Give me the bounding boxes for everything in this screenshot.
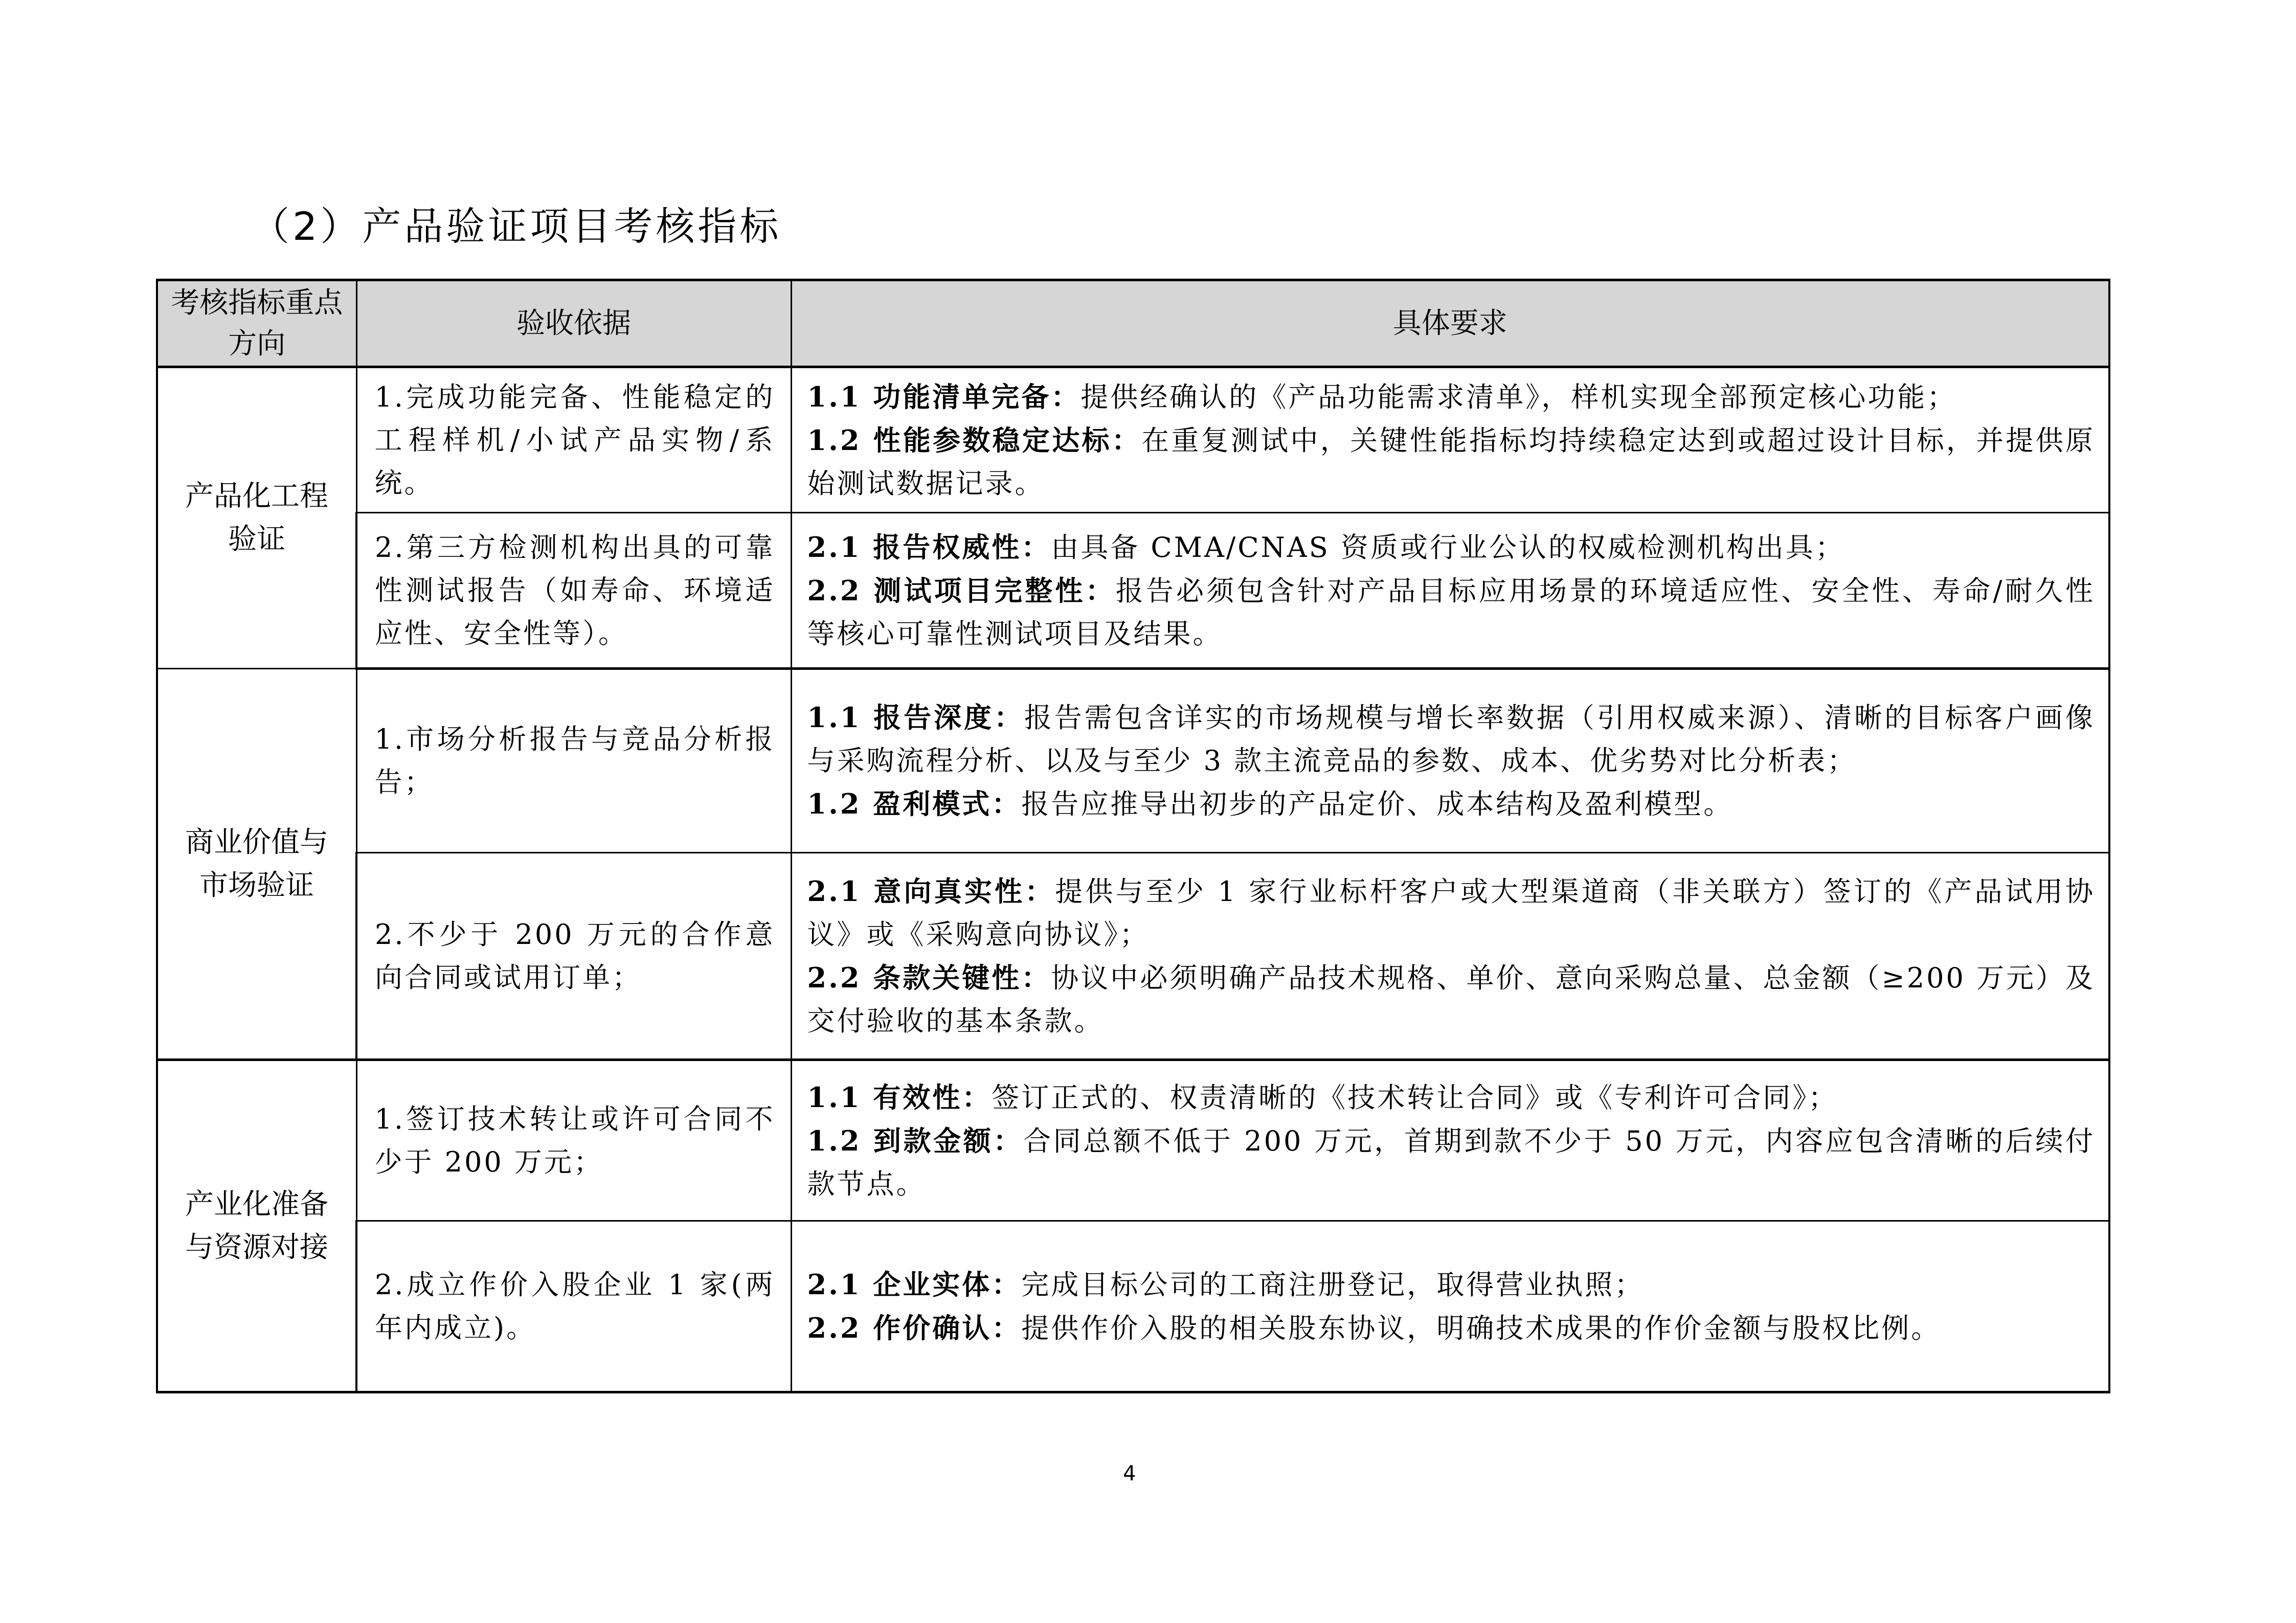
requirement-text: 报告必须包含针对产品目标应用场景的环境适应性、安全性、寿命/耐久性等核心可靠性测试项目及结果。	[807, 574, 2095, 650]
requirements-cell	[791, 669, 2109, 853]
requirement-key: 1.1 功能清单完备：	[807, 380, 1081, 413]
header-basis: 验收依据	[356, 280, 791, 367]
basis-cell: 2.不少于 200 万元的合作意向合同或试用订单；	[356, 853, 791, 1060]
section-direction-product-engineering: 产品化工程验证	[157, 367, 356, 669]
requirement-key: 1.2 性能参数稳定达标：	[807, 423, 1142, 457]
table-header-row	[157, 280, 2109, 367]
basis-cell: 1.签订技术转让或许可合同不少于 200 万元；	[356, 1060, 791, 1221]
table-row	[157, 1221, 2109, 1392]
basis-cell: 2.成立作价入股企业 1 家(两年内成立)。	[356, 1221, 791, 1392]
requirement-text: 签订正式的、权责清晰的《技术转让合同》或《专利许可合同》；	[992, 1081, 1838, 1114]
requirement-text: 在重复测试中，关键性能指标均持续稳定达到或超过设计目标，并提供原始测试数据记录。	[807, 424, 2096, 500]
requirement-item	[807, 1306, 2096, 1350]
requirements-cell	[791, 1060, 2109, 1221]
table-row	[157, 853, 2109, 1060]
requirement-item	[807, 696, 2096, 782]
requirement-text: 由具备 CMA/CNAS 资质或行业公认的权威检测机构出具；	[1051, 531, 1845, 563]
requirement-text: 报告应推导出初步的产品定价、成本结构及盈利模型。	[1021, 788, 1734, 820]
basis-cell: 2.第三方检测机构出具的可靠性测试报告（如寿命、环境适应性、安全性等）。	[356, 513, 791, 669]
page-number: 4	[1123, 1462, 1136, 1485]
table-row	[157, 669, 2109, 853]
requirement-key: 2.1 意向真实性：	[807, 874, 1055, 908]
requirement-item	[807, 1076, 2096, 1119]
requirement-item	[807, 419, 2096, 505]
table-row	[157, 1060, 2109, 1221]
header-requirements: 具体要求	[791, 280, 2109, 367]
requirement-key: 2.2 条款关键性：	[807, 961, 1051, 994]
requirement-item	[807, 870, 2096, 956]
requirements-cell	[791, 1221, 2109, 1392]
requirement-item	[807, 375, 2096, 419]
basis-cell: 1.完成功能完备、性能稳定的工程样机/小试产品实物/系统。	[356, 367, 791, 513]
requirement-text: 完成目标公司的工商注册登记，取得营业执照；	[1021, 1268, 1645, 1301]
requirement-text: 提供作价入股的相关股东协议，明确技术成果的作价金额与股权比例。	[1021, 1312, 1941, 1344]
requirements-cell	[791, 513, 2109, 669]
requirement-key: 2.2 作价确认：	[807, 1311, 1022, 1344]
requirements-cell	[791, 853, 2109, 1060]
requirement-text: 提供与至少 1 家行业标杆客户或大型渠道商（非关联方）签订的《产品试用协议》或《采购意向协议》；	[807, 875, 2095, 951]
assessment-indicator-table	[156, 279, 2110, 1393]
requirement-text: 报告需包含详实的市场规模与增长率数据（引用权威来源）、清晰的目标客户画像与采购流程分析、以及与至少 3 款主流竞品的参数、成本、优劣势对比分析表；	[807, 702, 2095, 777]
requirement-item	[807, 1263, 2096, 1306]
requirement-key: 2.1 企业实体：	[807, 1268, 1022, 1301]
requirement-text: 协议中必须明确产品技术规格、单价、意向采购总量、总金额（≥200 万元）及交付验收的基本条款。	[807, 961, 2095, 1037]
requirement-text: 合同总额不低于 200 万元，首期到款不少于 50 万元，内容应包含清晰的后续付款节点。	[807, 1124, 2095, 1200]
requirements-cell	[791, 367, 2109, 513]
table-row	[157, 367, 2109, 513]
requirement-item	[807, 956, 2096, 1043]
header-direction: 考核指标重点方向	[157, 280, 356, 367]
requirement-item	[807, 526, 2096, 569]
requirement-key: 2.1 报告权威性：	[807, 530, 1051, 563]
basis-cell: 1.市场分析报告与竞品分析报告；	[356, 669, 791, 853]
section-title: （2）产品验证项目考核指标	[251, 204, 782, 249]
section-direction-commercial-market: 商业价值与市场验证	[157, 669, 356, 1060]
requirement-key: 1.2 盈利模式：	[807, 787, 1022, 820]
requirement-text: 提供经确认的《产品功能需求清单》，样机实现全部预定核心功能；	[1081, 380, 1957, 413]
requirement-key: 1.2 到款金额：	[807, 1124, 1024, 1157]
requirement-key: 1.1 有效性：	[807, 1080, 992, 1114]
requirement-key: 2.2 测试项目完整性：	[807, 574, 1116, 607]
requirement-item	[807, 782, 2096, 826]
requirement-key: 1.1 报告深度：	[807, 701, 1024, 734]
requirement-item	[807, 569, 2096, 656]
requirement-item	[807, 1119, 2096, 1206]
table-row	[157, 513, 2109, 669]
section-direction-industrialization: 产业化准备与资源对接	[157, 1060, 356, 1392]
